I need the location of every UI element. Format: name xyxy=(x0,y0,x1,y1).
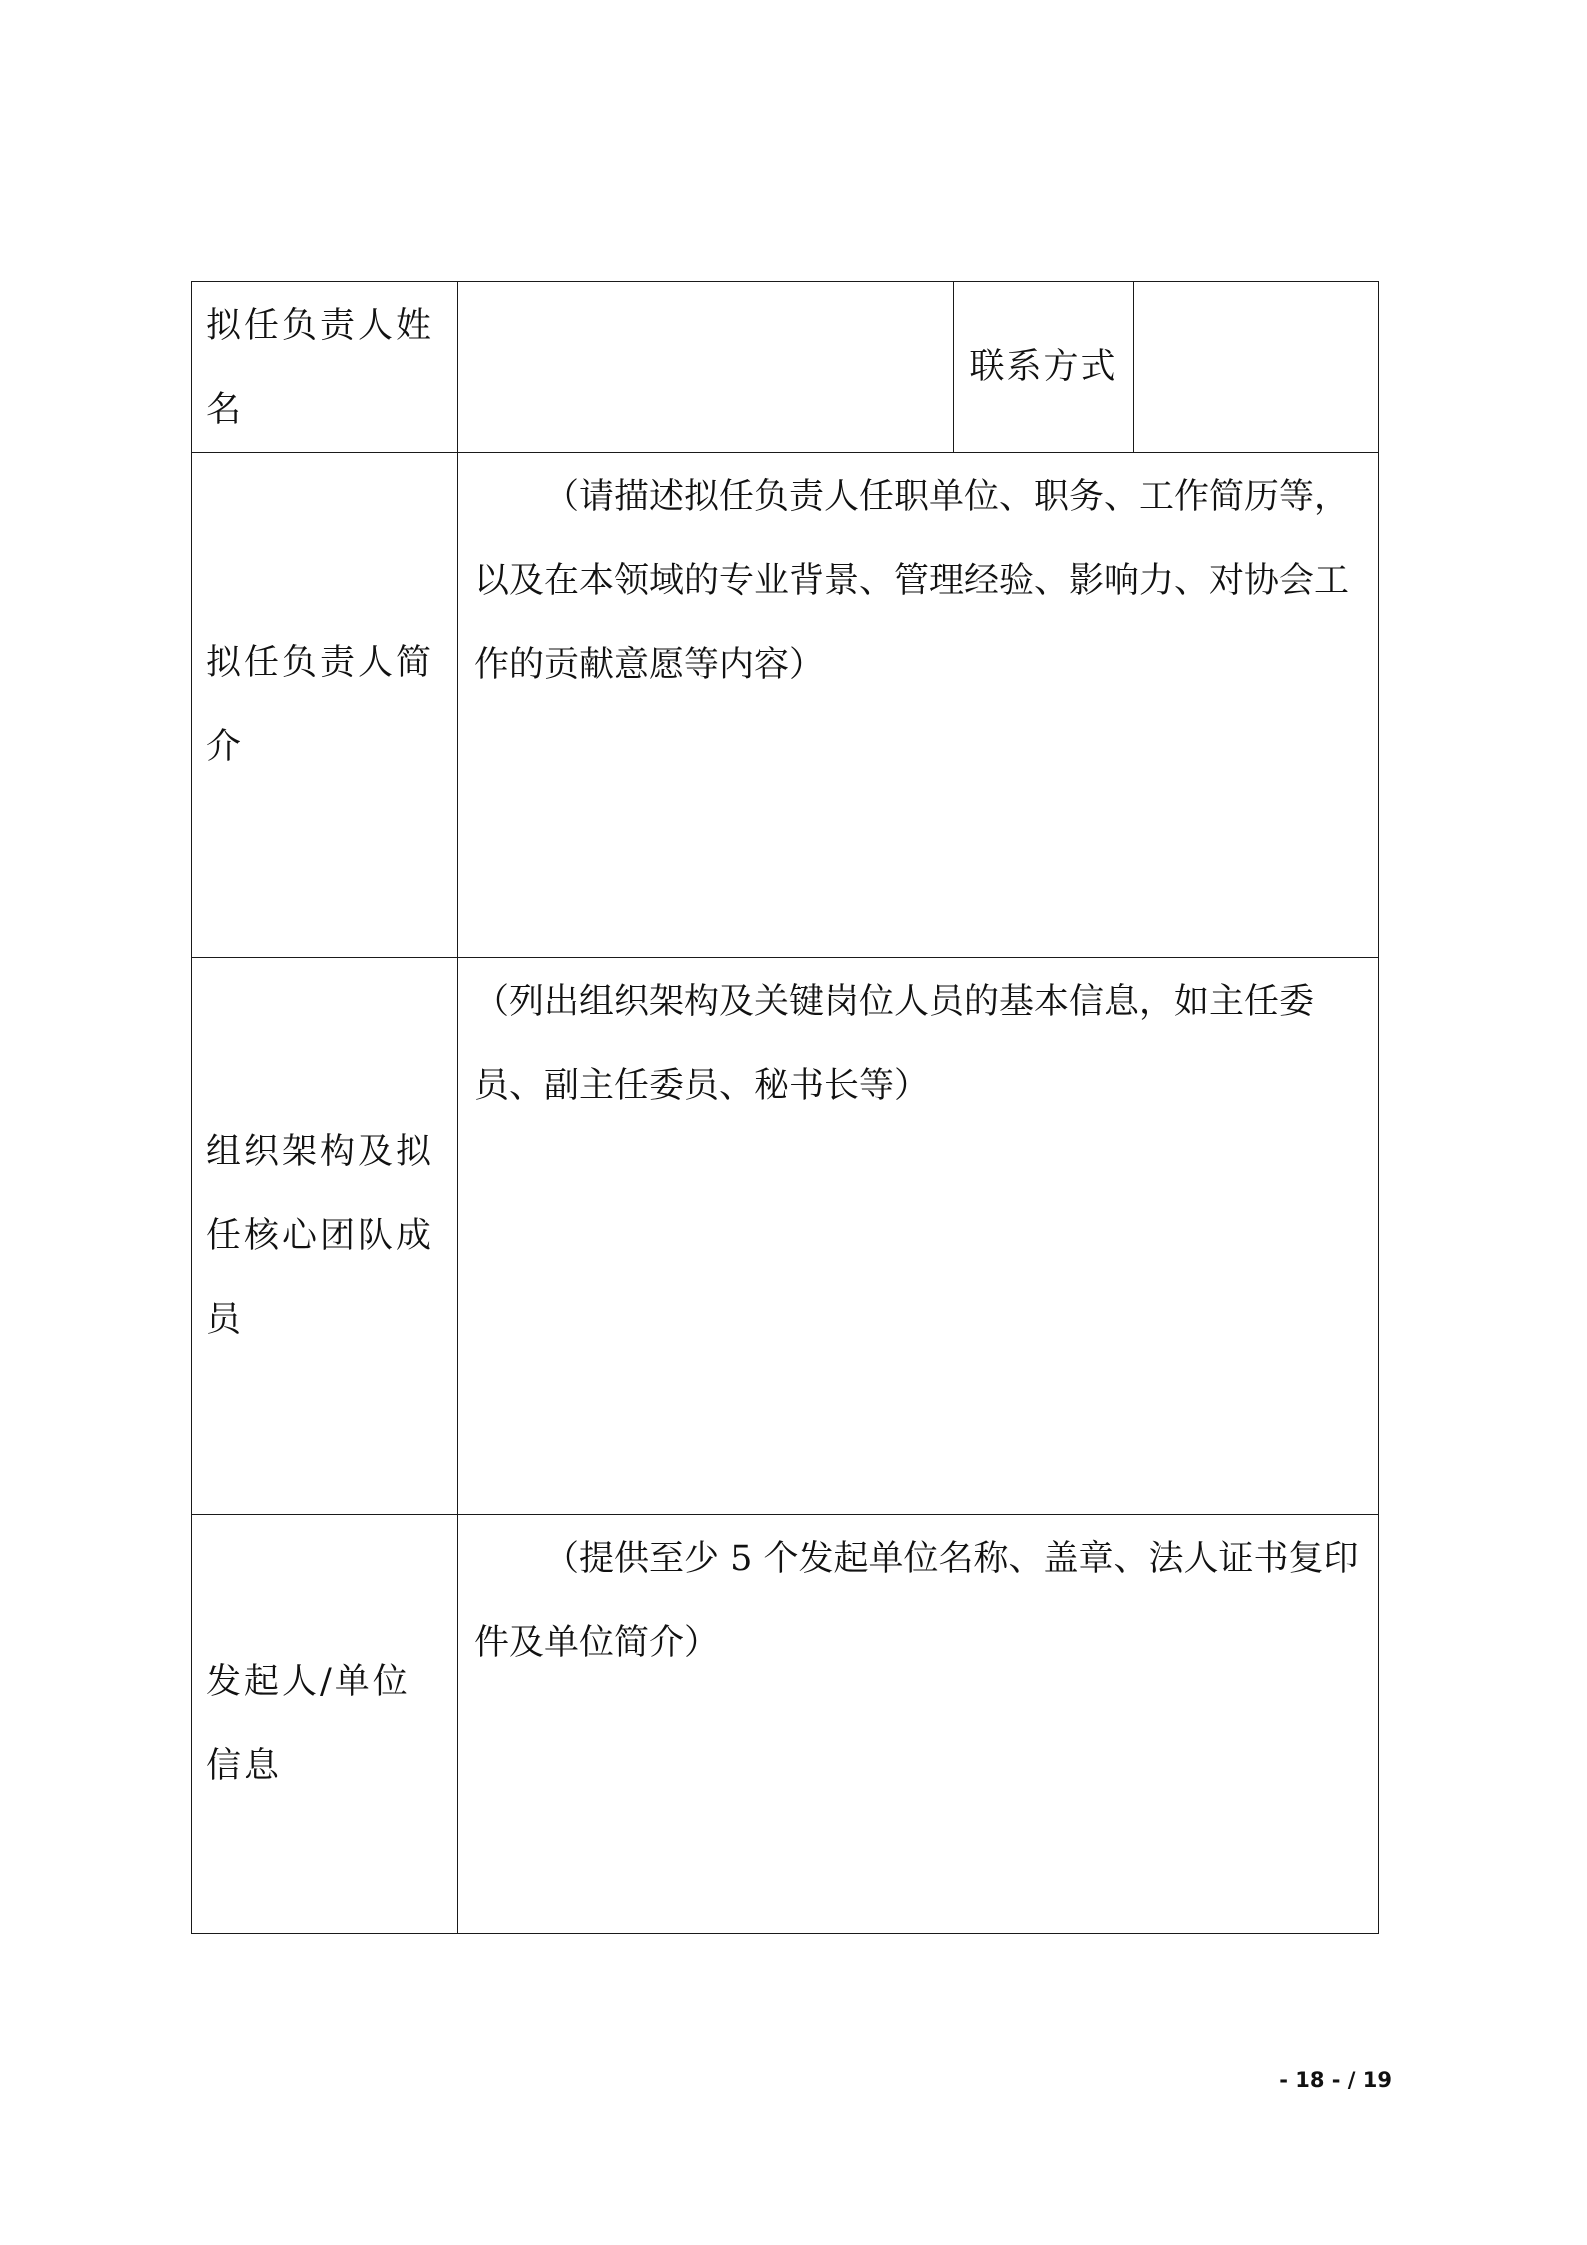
page-number: - 18 - / 19 xyxy=(1279,2068,1392,2092)
form-row-initiator-info xyxy=(192,1515,1379,1934)
leader-intro-label: 拟任负责人简介 xyxy=(192,453,458,958)
leader-intro-instructions: （请描述拟任负责人任职单位、职务、工作简历等，以及在本领域的专业背景、管理经验、影响力、对协会工作的贡献意愿等内容） xyxy=(474,477,1350,685)
contact-value[interactable] xyxy=(1134,282,1379,453)
form-row-leader-name xyxy=(192,282,1379,453)
org-structure-label: 组织架构及拟任核心团队成员 xyxy=(192,958,458,1515)
org-structure-field[interactable] xyxy=(458,958,1379,1515)
leader-name-value[interactable] xyxy=(458,282,954,453)
initiator-info-field[interactable] xyxy=(458,1515,1379,1934)
form-row-org-structure xyxy=(192,958,1379,1515)
leader-name-label: 拟任负责人姓名 xyxy=(192,282,458,453)
contact-label: 联系方式 xyxy=(954,282,1134,453)
leader-intro-field[interactable] xyxy=(458,453,1379,958)
org-structure-instructions: （列出组织架构及关键岗位人员的基本信息，如主任委员、副主任委员、秘书长等） xyxy=(474,982,1315,1106)
initiator-info-instructions: （提供至少 5 个发起单位名称、盖章、法人证书复印件及单位简介） xyxy=(474,1539,1359,1663)
initiator-info-label: 发起人/单位信息 xyxy=(192,1515,458,1934)
application-form-table xyxy=(191,281,1379,1934)
form-row-leader-intro xyxy=(192,453,1379,958)
